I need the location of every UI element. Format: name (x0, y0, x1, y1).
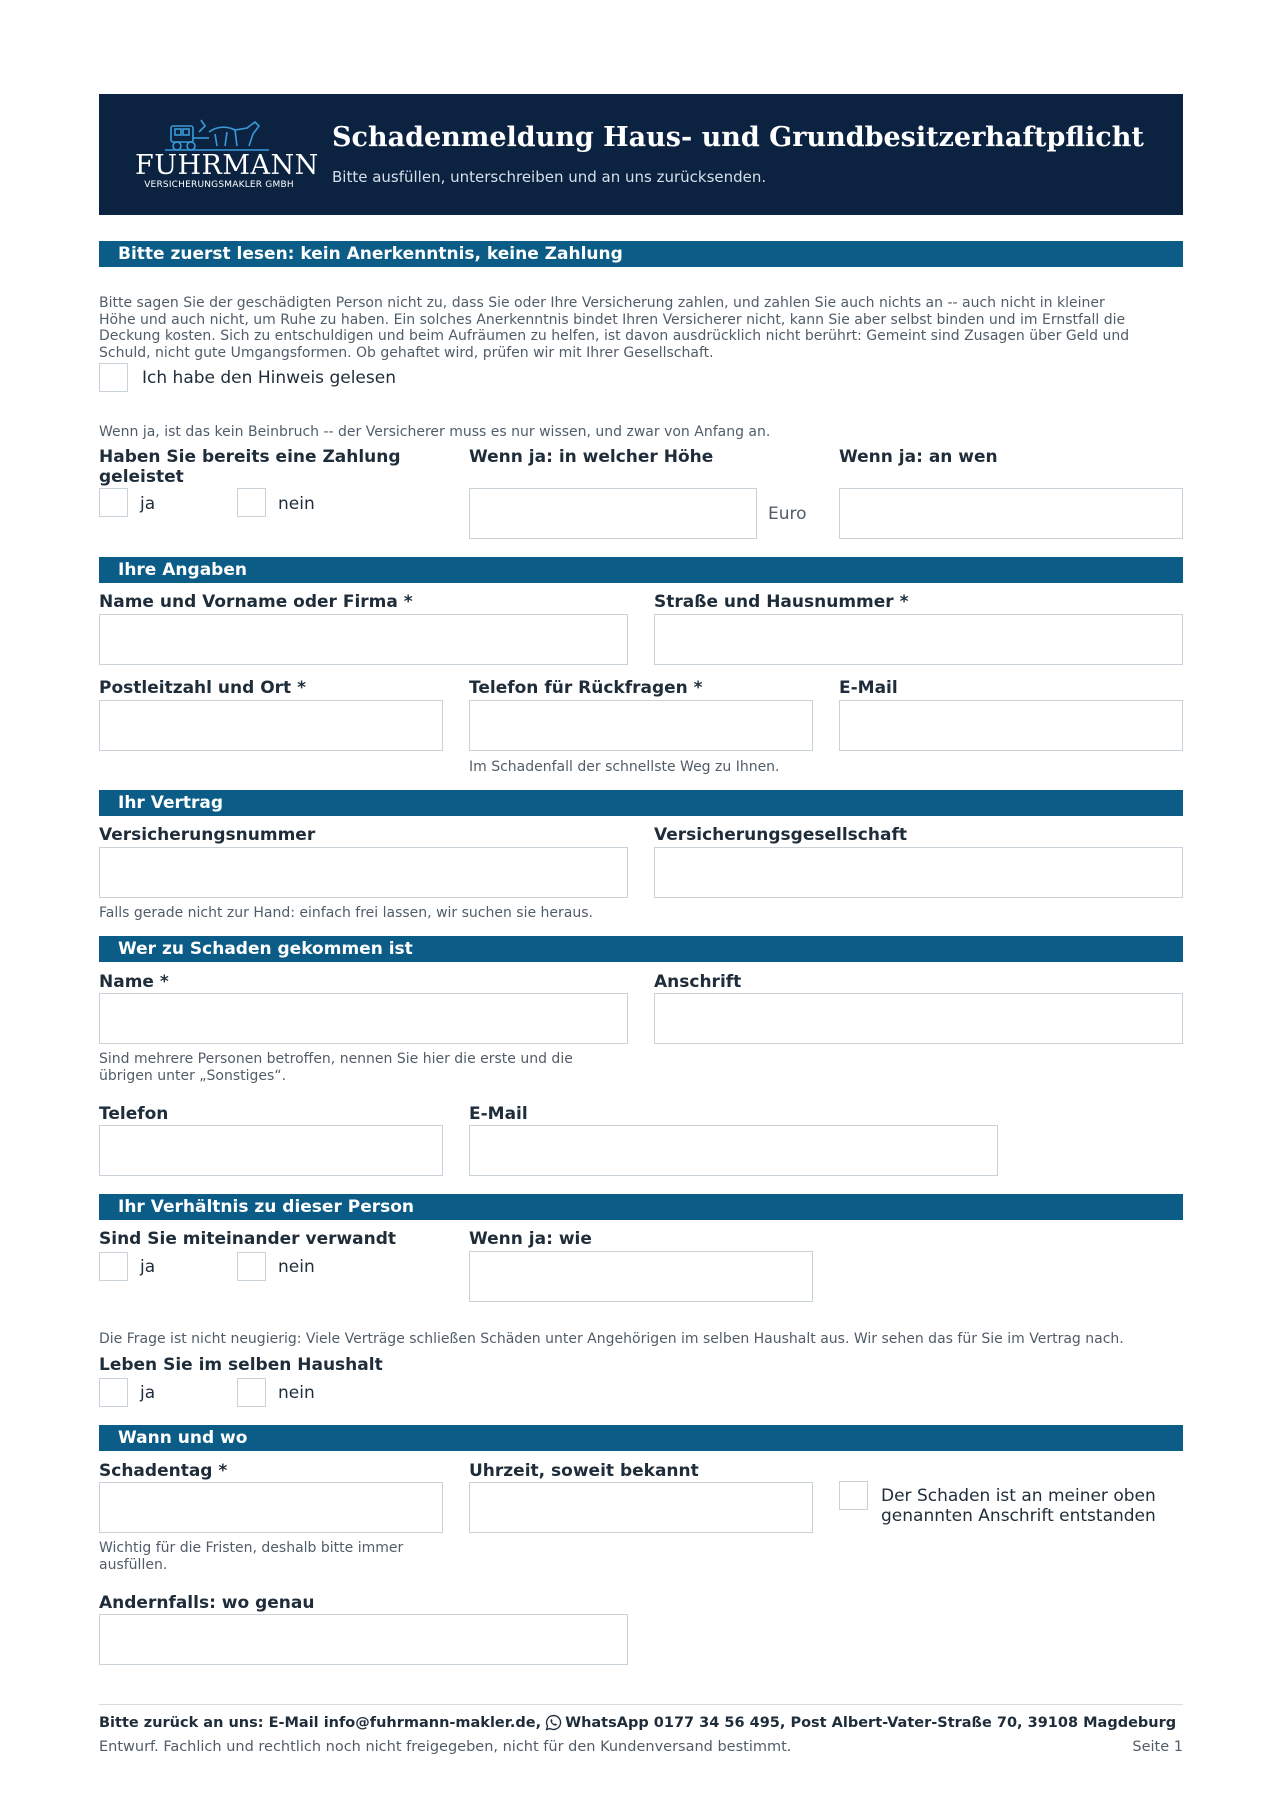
injured-email-field[interactable] (469, 1125, 998, 1176)
currency-label: Euro (768, 504, 807, 524)
related-no-label: nein (278, 1257, 315, 1277)
own-address-label (881, 1486, 1156, 1526)
injured-address-label: Anschrift (654, 972, 742, 992)
amount-label: Wenn ja: in welcher Höhe (469, 447, 714, 467)
injured-address-field[interactable] (654, 993, 1183, 1044)
amount-field[interactable] (469, 488, 757, 539)
insurer-label: Versicherungsgesellschaft (654, 825, 907, 845)
payment-label-line: Haben Sie bereits eine Zahlung (99, 447, 401, 467)
footer-divider (99, 1704, 1183, 1705)
page-title: Schadenmeldung Haus- und Grundbesitzerhaftpflicht (332, 122, 1144, 153)
name-label: Name und Vorname oder Firma * (99, 592, 413, 612)
section-heading-injured: Wer zu Schaden gekommen ist (99, 936, 1183, 962)
payment-label (99, 447, 401, 487)
section-heading-when-where: Wann und wo (99, 1425, 1183, 1451)
own-address-checkbox[interactable] (839, 1481, 868, 1510)
payment-hint: Wenn ja, ist das kein Beinbruch -- der Versicherer muss es nur wissen, und zwar von Anfang an. (99, 424, 771, 440)
email-label: E-Mail (839, 678, 898, 698)
section-heading-relation: Ihr Verhältnis zu dieser Person (99, 1194, 1183, 1220)
payment-yes-label: ja (140, 494, 156, 514)
carriage-logo-icon (165, 118, 275, 154)
injured-email-label: E-Mail (469, 1104, 528, 1124)
injured-phone-field[interactable] (99, 1125, 443, 1176)
street-label: Straße und Hausnummer * (654, 592, 909, 612)
injured-name-label: Name * (99, 972, 169, 992)
payment-yes-checkbox[interactable] (99, 488, 128, 517)
company-logo (135, 118, 319, 194)
household-no-label: nein (278, 1383, 315, 1403)
time-field[interactable] (469, 1482, 813, 1533)
page-subtitle: Bitte ausfüllen, unterschreiben und an uns zurücksenden. (332, 168, 767, 186)
related-yes-label: ja (140, 1257, 156, 1277)
relation-hint: Die Frage ist nicht neugierig: Viele Verträge schließen Schäden unter Angehörigen im selben Haushalt aus. Wir sehen das für Sie im Vertrag nach. (99, 1331, 1124, 1347)
payment-label-line: geleistet (99, 467, 184, 487)
city-label: Postleitzahl und Ort * (99, 678, 306, 698)
phone-label: Telefon für Rückfragen * (469, 678, 703, 698)
date-label: Schadentag * (99, 1461, 228, 1481)
injured-phone-label: Telefon (99, 1104, 169, 1124)
footer-whatsapp-text: WhatsApp 0177 34 56 495, Post Albert-Vater-Straße 70, 39108 Magdeburg (565, 1714, 1177, 1731)
contract-hint: Falls gerade nicht zur Hand: einfach frei lassen, wir suchen sie heraus. (99, 905, 593, 921)
payment-no-checkbox[interactable] (237, 488, 266, 517)
logo-name: FUHRMANN (135, 150, 319, 181)
payment-no-label: nein (278, 494, 315, 514)
notice-line: Schuld, nicht gute Umgangsformen. Ob gehaftet wird, prüfen wir mit Ihrer Gesellschaft. (99, 344, 714, 361)
logo-subtitle: VERSICHERUNGSMAKLER GMBH (144, 180, 294, 190)
city-field[interactable] (99, 700, 443, 751)
location-field[interactable] (99, 1614, 628, 1665)
injured-hint-line: übrigen unter „Sonstiges“. (99, 1067, 287, 1084)
policy-number-label: Versicherungsnummer (99, 825, 316, 845)
footer-return-line (99, 1714, 1176, 1731)
own-address-label-line: genannten Anschrift entstanden (881, 1506, 1156, 1526)
policy-number-field[interactable] (99, 847, 628, 898)
footer-draft-note: Entwurf. Fachlich und rechtlich noch nicht freigegeben, nicht für den Kundenversand bestimmt. (99, 1739, 792, 1755)
email-field[interactable] (839, 700, 1183, 751)
whatsapp-icon (545, 1714, 562, 1731)
ack-label: Ich habe den Hinweis gelesen (142, 368, 396, 388)
insurer-field[interactable] (654, 847, 1183, 898)
notice-text (99, 295, 1189, 361)
notice-line: Deckung kosten. Sich zu entschuldigen und beim Aufräumen zu helfen, ist davon ausdrücklich nicht berührt: Gemeint sind Zusagen über Geld und (99, 328, 1130, 344)
date-hint-line: Wichtig für die Fristen, deshalb bitte immer (99, 1540, 404, 1556)
notice-line: Bitte sagen Sie der geschädigten Person nicht zu, dass Sie oder Ihre Versicherung zahlen, und zahlen Sie auch nichts an -- auch nicht in kleiner (99, 295, 1105, 311)
date-field[interactable] (99, 1482, 443, 1533)
section-heading-contract: Ihr Vertrag (99, 790, 1183, 816)
date-hint-line: ausfüllen. (99, 1556, 168, 1573)
street-field[interactable] (654, 614, 1183, 665)
footer-return-text: Bitte zurück an uns: E-Mail info@fuhrmann-makler.de, (99, 1714, 542, 1731)
injured-name-field[interactable] (99, 993, 628, 1044)
injured-hint-line: Sind mehrere Personen betroffen, nennen Sie hier die erste und die (99, 1051, 573, 1067)
related-yes-checkbox[interactable] (99, 1252, 128, 1281)
section-heading-personal: Ihre Angaben (99, 557, 1183, 583)
name-field[interactable] (99, 614, 628, 665)
household-yes-label: ja (140, 1383, 156, 1403)
phone-field[interactable] (469, 700, 813, 751)
related-no-checkbox[interactable] (237, 1252, 266, 1281)
time-label: Uhrzeit, soweit bekannt (469, 1461, 699, 1481)
page-number: Seite 1 (1132, 1739, 1183, 1755)
notice-line: Höhe und auch nicht, um Ruhe zu haben. Ein solches Anerkenntnis bindet Ihren Versicherer nicht, kann Sie aber selbst binden und im Ernstfall die (99, 311, 1126, 328)
date-hint (99, 1540, 403, 1573)
phone-hint: Im Schadenfall der schnellste Weg zu Ihnen. (469, 759, 780, 775)
section-heading-notice: Bitte zuerst lesen: kein Anerkenntnis, keine Zahlung (99, 241, 1183, 267)
document-header (99, 94, 1183, 215)
related-label: Sind Sie miteinander verwandt (99, 1229, 397, 1249)
recipient-field[interactable] (839, 488, 1183, 539)
household-no-checkbox[interactable] (237, 1378, 266, 1407)
recipient-label: Wenn ja: an wen (839, 447, 998, 467)
location-label: Andernfalls: wo genau (99, 1593, 315, 1613)
relation-how-field[interactable] (469, 1251, 813, 1302)
relation-how-label: Wenn ja: wie (469, 1229, 592, 1249)
household-yes-checkbox[interactable] (99, 1378, 128, 1407)
ack-checkbox[interactable] (99, 363, 128, 392)
own-address-label-line: Der Schaden ist an meiner oben (881, 1486, 1156, 1506)
household-label: Leben Sie im selben Haushalt (99, 1355, 383, 1375)
injured-hint (99, 1051, 573, 1084)
